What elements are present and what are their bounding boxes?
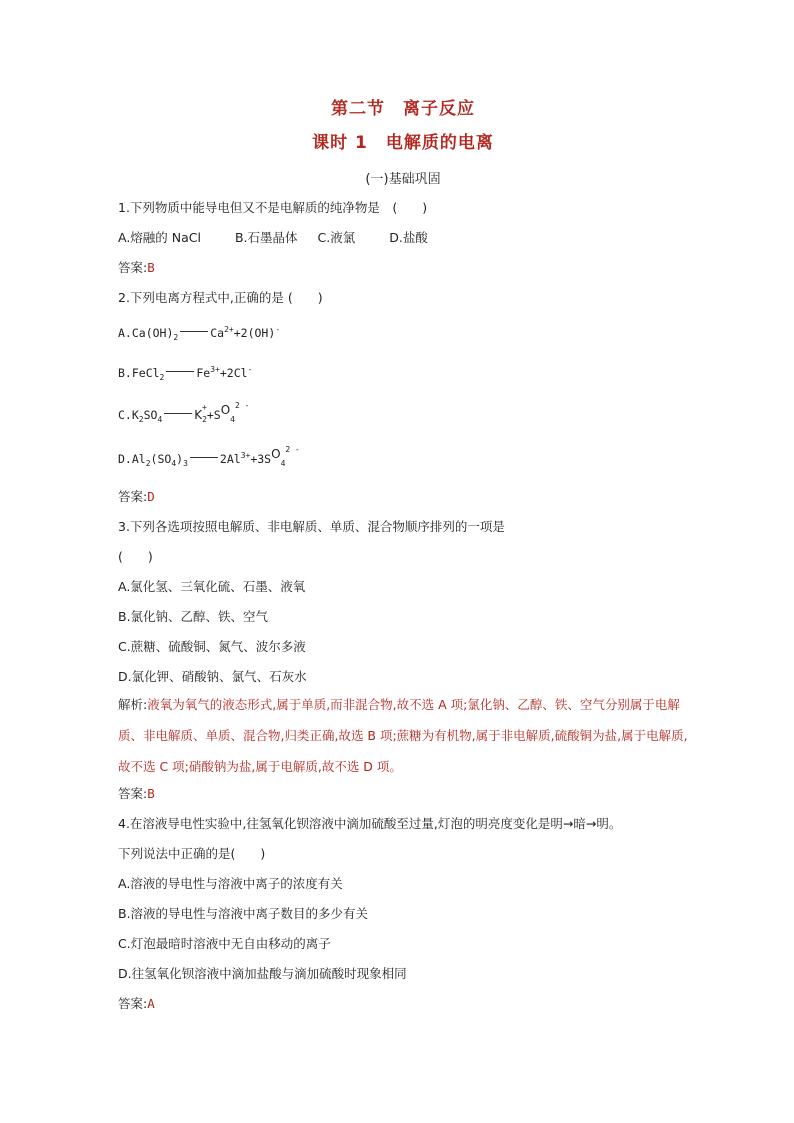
superscript: 2 - <box>234 401 250 411</box>
question-3-analysis <box>118 689 688 782</box>
q4-option-c: C.灯泡最暗时溶液中无自由移动的离子 <box>118 935 331 951</box>
q1-option-a: A.熔融的 NaCl <box>118 230 201 245</box>
superscript: + <box>202 403 207 413</box>
analysis-text: 液氧为氧气的液态形式,属于单质,而非混合物,故不选 A 项;氯化钠、乙醇、铁、空气分别属于电解质、非电解质、单质、混合物,归类正确,故选 B 项;蔗糖为有机物,属于非电解质,硫酸铜为盐,属于电解质,故不选 C 项;硝酸钠为盐,属于电解质,故不选 D 项。 <box>118 696 688 774</box>
superscript: - <box>275 325 281 334</box>
q2-option-b <box>118 360 688 388</box>
q4-option-a: A.溶液的导电性与溶液中离子的浓度有关 <box>118 875 343 891</box>
q3-option-b: B.氯化钠、乙醇、铁、空气 <box>118 608 269 624</box>
superscript: 3+ <box>210 365 220 375</box>
equals-line <box>180 331 208 332</box>
subscript: 2 <box>173 333 179 343</box>
formula-text: +S <box>206 408 221 423</box>
question-4-stem-2: 下列说法中正确的是( ) <box>118 845 266 861</box>
question-1-stem: 1.下列物质中能导电但又不是电解质的纯净物是 ( ) <box>118 200 428 215</box>
formula-text: SO <box>143 408 158 423</box>
formula-text: A.Ca(OH) <box>118 325 174 340</box>
formula-text: B.FeCl <box>118 365 160 380</box>
answer-label: 答案: <box>118 995 148 1011</box>
formula-text: Ca <box>210 325 225 340</box>
formula-text: K <box>194 408 203 423</box>
subscript: 4 <box>157 415 163 425</box>
formula-text: O <box>271 447 281 462</box>
formula-text: 2Al <box>219 452 241 467</box>
subscript: 4 <box>171 459 177 469</box>
q2-option-c <box>118 402 688 430</box>
equals-line <box>164 413 192 414</box>
formula-text: O <box>220 403 231 418</box>
formula-text: C.K <box>118 408 139 423</box>
subscript: 4 <box>230 415 235 425</box>
formula-text: Fe <box>196 365 211 380</box>
answer-value: D <box>147 488 155 504</box>
lesson-title: 课时 1 电解质的电离 <box>312 133 494 153</box>
question-1-answer <box>118 258 688 278</box>
subscript: 4 <box>280 459 286 469</box>
question-4-answer <box>118 994 688 1014</box>
subscript: 2 <box>145 459 151 469</box>
question-3-stem: 3.下列各选项按照电解质、非电解质、单质、混合物顺序排列的一项是 <box>118 518 505 534</box>
answer-label: 答案: <box>118 785 148 801</box>
formula-text: ) <box>176 452 184 467</box>
q1-option-d: D.盐酸 <box>389 230 428 245</box>
q2-option-d <box>118 446 688 474</box>
formula-text: +2Cl <box>219 365 248 380</box>
subsection-heading: (一)基础巩固 <box>365 172 441 187</box>
q3-option-d: D.氯化钾、硝酸钠、氯气、石灰水 <box>118 668 307 684</box>
subscript: 3 <box>183 459 188 469</box>
question-2-stem: 2.下列电离方程式中,正确的是 ( ) <box>118 290 323 305</box>
question-1-options <box>118 228 688 248</box>
subscript: 2 <box>159 373 165 383</box>
q1-option-b: B.石墨晶体 <box>234 230 298 245</box>
superscript: - <box>247 365 253 375</box>
q1-option-c: C.液氯 <box>317 230 356 245</box>
answer-value: B <box>147 785 155 801</box>
question-4-stem: 4.在溶液导电性实验中,往氢氧化钡溶液中滴加硫酸至过量,灯泡的明亮度变化是明→暗→明。 <box>118 815 622 831</box>
q3-option-a: A.氯化氢、三氧化硫、石墨、液氧 <box>118 578 306 594</box>
formula-text: +3S <box>250 452 272 467</box>
answer-value: B <box>147 260 155 275</box>
q3-option-c: C.蔗糖、硫酸铜、氮气、波尔多液 <box>118 638 306 654</box>
q2-option-a <box>118 320 688 348</box>
formula-text: D.Al <box>118 452 146 467</box>
answer-value: A <box>147 995 155 1011</box>
subscript: 2 <box>138 415 144 425</box>
formula-text: (SO <box>150 452 172 467</box>
answer-label: 答案: <box>118 260 148 275</box>
q4-option-d: D.往氢氧化钡溶液中滴加盐酸与滴加硫酸时现象相同 <box>118 965 407 981</box>
subscript: 2 <box>202 415 207 425</box>
section-title: 第二节 离子反应 <box>331 99 475 119</box>
superscript: 2+ <box>224 325 234 334</box>
superscript: 2 - <box>285 445 300 455</box>
worksheet-page <box>118 96 688 1014</box>
q4-option-b: B.溶液的导电性与溶液中离子数目的多少有关 <box>118 905 369 921</box>
question-3-answer <box>118 784 688 804</box>
answer-label: 答案: <box>118 488 148 504</box>
question-3-paren: ( ) <box>118 548 153 564</box>
equals-line <box>166 371 194 372</box>
equals-line <box>190 457 218 458</box>
formula-text: +2(OH) <box>233 325 276 340</box>
analysis-label: 解析: <box>118 696 148 712</box>
superscript: 3+ <box>240 451 251 461</box>
question-2-answer <box>118 487 688 507</box>
